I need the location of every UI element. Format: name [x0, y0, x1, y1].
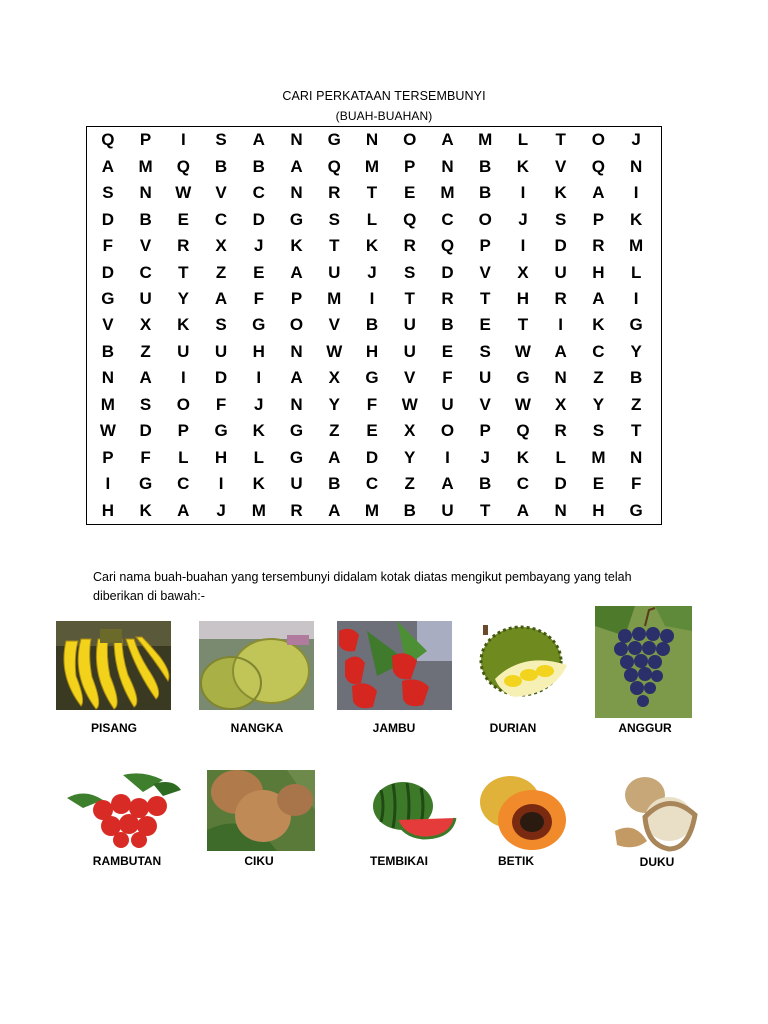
grid-letter: F [366, 394, 378, 414]
grid-letter: N [290, 394, 303, 414]
durian-image [475, 621, 573, 707]
grid-letter: D [252, 209, 265, 229]
grid-letter: T [555, 130, 566, 150]
grid-letter: M [364, 156, 380, 176]
grid-letter: B [479, 156, 492, 176]
grid-letter: V [479, 394, 491, 414]
grid-letter: F [140, 447, 151, 467]
fruit-label: NANGKA [230, 721, 284, 735]
grid-letter: V [554, 156, 567, 176]
grid-letter: B [479, 183, 492, 203]
grid-letter: K [516, 447, 530, 467]
grid-letter: T [404, 289, 415, 309]
grid-letter: A [592, 289, 605, 309]
grid-letter: H [516, 289, 530, 309]
grid-letter: G [516, 368, 530, 388]
fruit-label: ANGGUR [618, 721, 672, 735]
grid-letter: P [479, 236, 491, 256]
papaya-image [474, 772, 570, 852]
grid-letter: K [592, 315, 605, 335]
grid-letter: E [366, 421, 378, 441]
grid-letter: M [327, 289, 342, 309]
grid-letter: W [99, 421, 116, 441]
grid-letter: M [478, 130, 493, 150]
grid-letter: H [214, 447, 228, 467]
grid-letter: A [592, 183, 605, 203]
grid-letter: A [441, 130, 454, 150]
grid-letter: Z [215, 262, 227, 282]
fruit-label: TEMBIKAI [370, 854, 428, 868]
grid-letter: P [139, 130, 152, 150]
grid-letter: G [289, 421, 304, 441]
grid-letter: I [445, 447, 450, 467]
grid-letter: N [290, 341, 303, 361]
grid-letter: R [554, 289, 567, 309]
grid-letter: Y [328, 394, 340, 414]
word-search-grid [86, 126, 662, 525]
grid-letter: B [629, 368, 643, 388]
grid-letter: V [479, 262, 491, 282]
grid-letter: B [403, 500, 416, 520]
grid-letter: U [441, 500, 454, 520]
grid-letter: A [516, 500, 530, 520]
grid-letter: R [441, 289, 454, 309]
grid-letter: A [177, 500, 190, 520]
grid-letter: P [290, 289, 303, 309]
grid-letter: E [441, 341, 454, 361]
fruit-label: BETIK [498, 854, 534, 868]
grid-letter: Y [404, 447, 416, 467]
grid-letter: A [328, 500, 341, 520]
grid-letter: Y [177, 289, 189, 309]
grid-letter: W [514, 394, 531, 414]
grid-letter: S [215, 315, 227, 335]
grid-letter: B [101, 341, 114, 361]
grid-letter: B [441, 315, 454, 335]
grid-letter: S [404, 262, 416, 282]
grid-letter: N [554, 500, 567, 520]
grid-letter: A [554, 341, 567, 361]
grid-letter: I [633, 183, 639, 203]
grid-letter: J [367, 262, 377, 282]
grid-letter: R [328, 183, 341, 203]
grid-letter: J [480, 447, 490, 467]
grid-letter: N [365, 130, 379, 150]
grid-letter: U [403, 341, 416, 361]
grid-letter: L [253, 447, 264, 467]
grid-letter: N [290, 130, 303, 150]
grid-letter: I [633, 289, 639, 309]
grid-letter: B [139, 209, 152, 229]
grid-letter: H [252, 341, 265, 361]
grid-letter: E [592, 474, 605, 494]
grid-letter: G [327, 130, 341, 150]
grid-letter: I [105, 474, 111, 494]
grid-letter: V [139, 236, 152, 256]
grid-letter: X [554, 394, 567, 414]
grid-letter: D [101, 209, 114, 229]
grid-letter: K [252, 474, 265, 494]
grid-letter: G [629, 315, 643, 335]
rambutan-image [63, 770, 185, 851]
grid-letter: P [177, 421, 189, 441]
grid-letter: M [364, 500, 380, 520]
grid-letter: Y [630, 341, 642, 361]
grid-letter: S [328, 209, 340, 229]
grid-letter: L [366, 209, 378, 229]
grid-letter: H [592, 500, 605, 520]
grid-letter: X [517, 262, 529, 282]
grid-letter: U [139, 289, 152, 309]
grid-letter: G [214, 421, 228, 441]
grid-letter: S [139, 394, 152, 414]
grid-letter: Z [140, 341, 151, 361]
grid-letter: F [253, 289, 264, 309]
jackfruit-image [199, 621, 314, 710]
grid-letter: P [404, 156, 416, 176]
grid-letter: R [177, 236, 190, 256]
grid-letter: M [440, 183, 455, 203]
grid-letter: N [629, 156, 643, 176]
grid-letter: E [253, 262, 265, 282]
grid-letter: V [404, 368, 416, 388]
grid-letter: X [328, 368, 340, 388]
grid-letter: P [479, 421, 491, 441]
grid-letter: I [369, 289, 375, 309]
grid-letter: S [479, 341, 491, 361]
grid-letter: H [101, 500, 114, 520]
grid-letter: A [252, 130, 265, 150]
grid-letter: E [404, 183, 416, 203]
grid-letter: A [290, 156, 303, 176]
grid-letter: L [178, 447, 189, 467]
grid-letter: P [592, 209, 605, 229]
worksheet-subtitle: (BUAH-BUAHAN) [335, 109, 433, 123]
grid-letter: Q [403, 209, 417, 229]
fruit-label: RAMBUTAN [92, 854, 162, 868]
grid-letter: B [365, 315, 379, 335]
grid-letter: N [554, 368, 567, 388]
grid-letter: Q [440, 236, 455, 256]
grid-letter: T [517, 315, 529, 335]
grid-letter: C [177, 474, 190, 494]
grid-letter: A [290, 368, 303, 388]
grid-letter: T [366, 183, 378, 203]
grid-letter: J [216, 500, 226, 520]
grid-letter: W [514, 341, 531, 361]
grid-letter: T [329, 236, 340, 256]
grid-letter: M [251, 500, 266, 520]
grid-letter: C [214, 209, 228, 229]
grid-letter: I [180, 130, 186, 150]
grid-letter: B [328, 474, 341, 494]
grid-letter: M [629, 236, 644, 256]
grid-letter: S [592, 421, 605, 441]
grid-letter: D [441, 262, 454, 282]
grid-letter: X [404, 421, 416, 441]
grid-letter: O [591, 130, 606, 150]
grid-letter: N [139, 183, 152, 203]
grid-letter: Z [630, 394, 642, 414]
instruction-text: Cari nama buah-buahan yang tersembunyi didalam kotak diatas mengikut pembayang yang telah diberikan di bawah:- [93, 570, 632, 603]
grid-letter: T [630, 421, 642, 441]
grid-letter: U [403, 315, 416, 335]
grid-letter: C [441, 209, 454, 229]
grid-letter: U [554, 262, 567, 282]
grid-letter: F [630, 474, 642, 494]
grid-letter: B [214, 156, 228, 176]
grid-letter: B [479, 474, 492, 494]
grid-letter: Q [101, 130, 115, 150]
grid-letter: S [102, 183, 114, 203]
grid-letter: Z [329, 421, 340, 441]
watermelon-image [371, 780, 457, 840]
grid-letter: G [138, 474, 153, 494]
grid-letter: X [139, 315, 152, 335]
grid-letter: V [215, 183, 227, 203]
grid-letter: L [517, 130, 529, 150]
grid-letter: K [290, 236, 303, 256]
grid-letter: R [592, 236, 605, 256]
grid-letter: U [177, 341, 190, 361]
grid-letter: E [177, 209, 189, 229]
grid-letter: K [139, 500, 152, 520]
grid-letter: E [479, 315, 491, 335]
rose-apple-image [337, 621, 452, 710]
grid-letter: X [215, 236, 227, 256]
grid-letter: B [252, 156, 265, 176]
grid-letter: V [102, 315, 114, 335]
grid-letter: M [591, 447, 606, 467]
grid-letter: A [328, 447, 341, 467]
duku-image [605, 771, 712, 852]
grid-letter: Z [593, 368, 604, 388]
grid-letter: U [328, 262, 341, 282]
grid-letter: C [516, 474, 530, 494]
fruit-label: PISANG [90, 721, 137, 735]
grid-letter: F [442, 368, 453, 388]
sapodilla-image [207, 770, 315, 851]
grid-letter: Z [404, 474, 415, 494]
fruit-label: DURIAN [489, 721, 537, 735]
grid-letter: U [290, 474, 303, 494]
grid-letter: G [252, 315, 266, 335]
grid-letter: K [252, 421, 265, 441]
grid-letter: I [558, 315, 564, 335]
grid-letter: L [630, 262, 642, 282]
grid-letter: K [177, 315, 190, 335]
grid-letter: O [289, 315, 304, 335]
grid-letter: N [101, 368, 114, 388]
grid-letter: K [629, 209, 643, 229]
grid-letter: G [289, 209, 304, 229]
grid-letter: G [365, 368, 379, 388]
grid-letter: Q [327, 156, 341, 176]
grid-letter: K [516, 156, 530, 176]
grid-letter: R [290, 500, 303, 520]
grid-letter: I [256, 368, 262, 388]
grid-letter: I [520, 236, 526, 256]
grid-letter: G [101, 289, 115, 309]
grid-letter: I [180, 368, 186, 388]
grid-letter: J [254, 394, 264, 414]
grid-letter: S [554, 209, 567, 229]
grid-letter: N [290, 183, 303, 203]
grid-letter: V [328, 315, 340, 335]
grid-letter: L [555, 447, 566, 467]
grid-letter: W [326, 341, 343, 361]
grid-letter: Q [176, 156, 190, 176]
grid-letter: M [100, 394, 115, 414]
grid-letter: R [554, 421, 567, 441]
grid-letter: D [554, 236, 567, 256]
grid-letter: A [101, 156, 114, 176]
grid-letter: J [518, 209, 528, 229]
grid-letter: Q [516, 421, 530, 441]
grid-letter: O [478, 209, 492, 229]
grid-letter: G [629, 500, 643, 520]
grid-letter: M [138, 156, 153, 176]
grid-letter: S [215, 130, 227, 150]
grid-letter: U [441, 394, 454, 414]
grid-letter: A [214, 289, 228, 309]
grid-letter: D [139, 421, 152, 441]
grid-letter: D [214, 368, 228, 388]
grid-letter: H [365, 341, 379, 361]
grid-letter: J [254, 236, 264, 256]
grid-letter: O [403, 130, 417, 150]
grid-letter: N [629, 447, 643, 467]
grid-letter: F [215, 394, 227, 414]
grid-letter: D [554, 474, 567, 494]
grid-letter: J [631, 130, 641, 150]
fruit-label: CIKU [244, 854, 274, 868]
grid-letter: W [401, 394, 418, 414]
grid-letter: K [365, 236, 379, 256]
grid-letter: I [218, 474, 224, 494]
grid-letter: G [289, 447, 304, 467]
grid-letter: F [102, 236, 114, 256]
worksheet-title: CARI PERKATAAN TERSEMBUNYI [282, 89, 486, 103]
grid-letter: C [252, 183, 265, 203]
grid-letter: U [479, 368, 492, 388]
grid-letter: P [102, 447, 114, 467]
grid-letter: K [554, 183, 567, 203]
grapes-image [595, 606, 692, 718]
grid-letter: Y [592, 394, 605, 414]
grid-letter: D [101, 262, 114, 282]
grid-letter: A [290, 262, 303, 282]
grid-letter: T [178, 262, 189, 282]
grid-letter: A [441, 474, 454, 494]
grid-letter: O [440, 421, 455, 441]
grid-letter: R [403, 236, 416, 256]
grid-letter: C [365, 474, 379, 494]
fruit-label: JAMBU [372, 721, 416, 735]
grid-letter: A [139, 368, 152, 388]
grid-letter: T [480, 289, 491, 309]
grid-letter: O [176, 394, 190, 414]
grid-letter: T [480, 500, 491, 520]
grid-letter: N [441, 156, 454, 176]
grid-letter: U [214, 341, 228, 361]
fruit-label: DUKU [639, 855, 675, 869]
grid-letter: C [139, 262, 152, 282]
grid-letter: H [592, 262, 605, 282]
grid-letter: W [175, 183, 192, 203]
grid-letter: Q [591, 156, 606, 176]
grid-letter: D [365, 447, 379, 467]
grid-letter: C [592, 341, 605, 361]
banana-image [56, 621, 171, 710]
grid-letter: I [520, 183, 526, 203]
